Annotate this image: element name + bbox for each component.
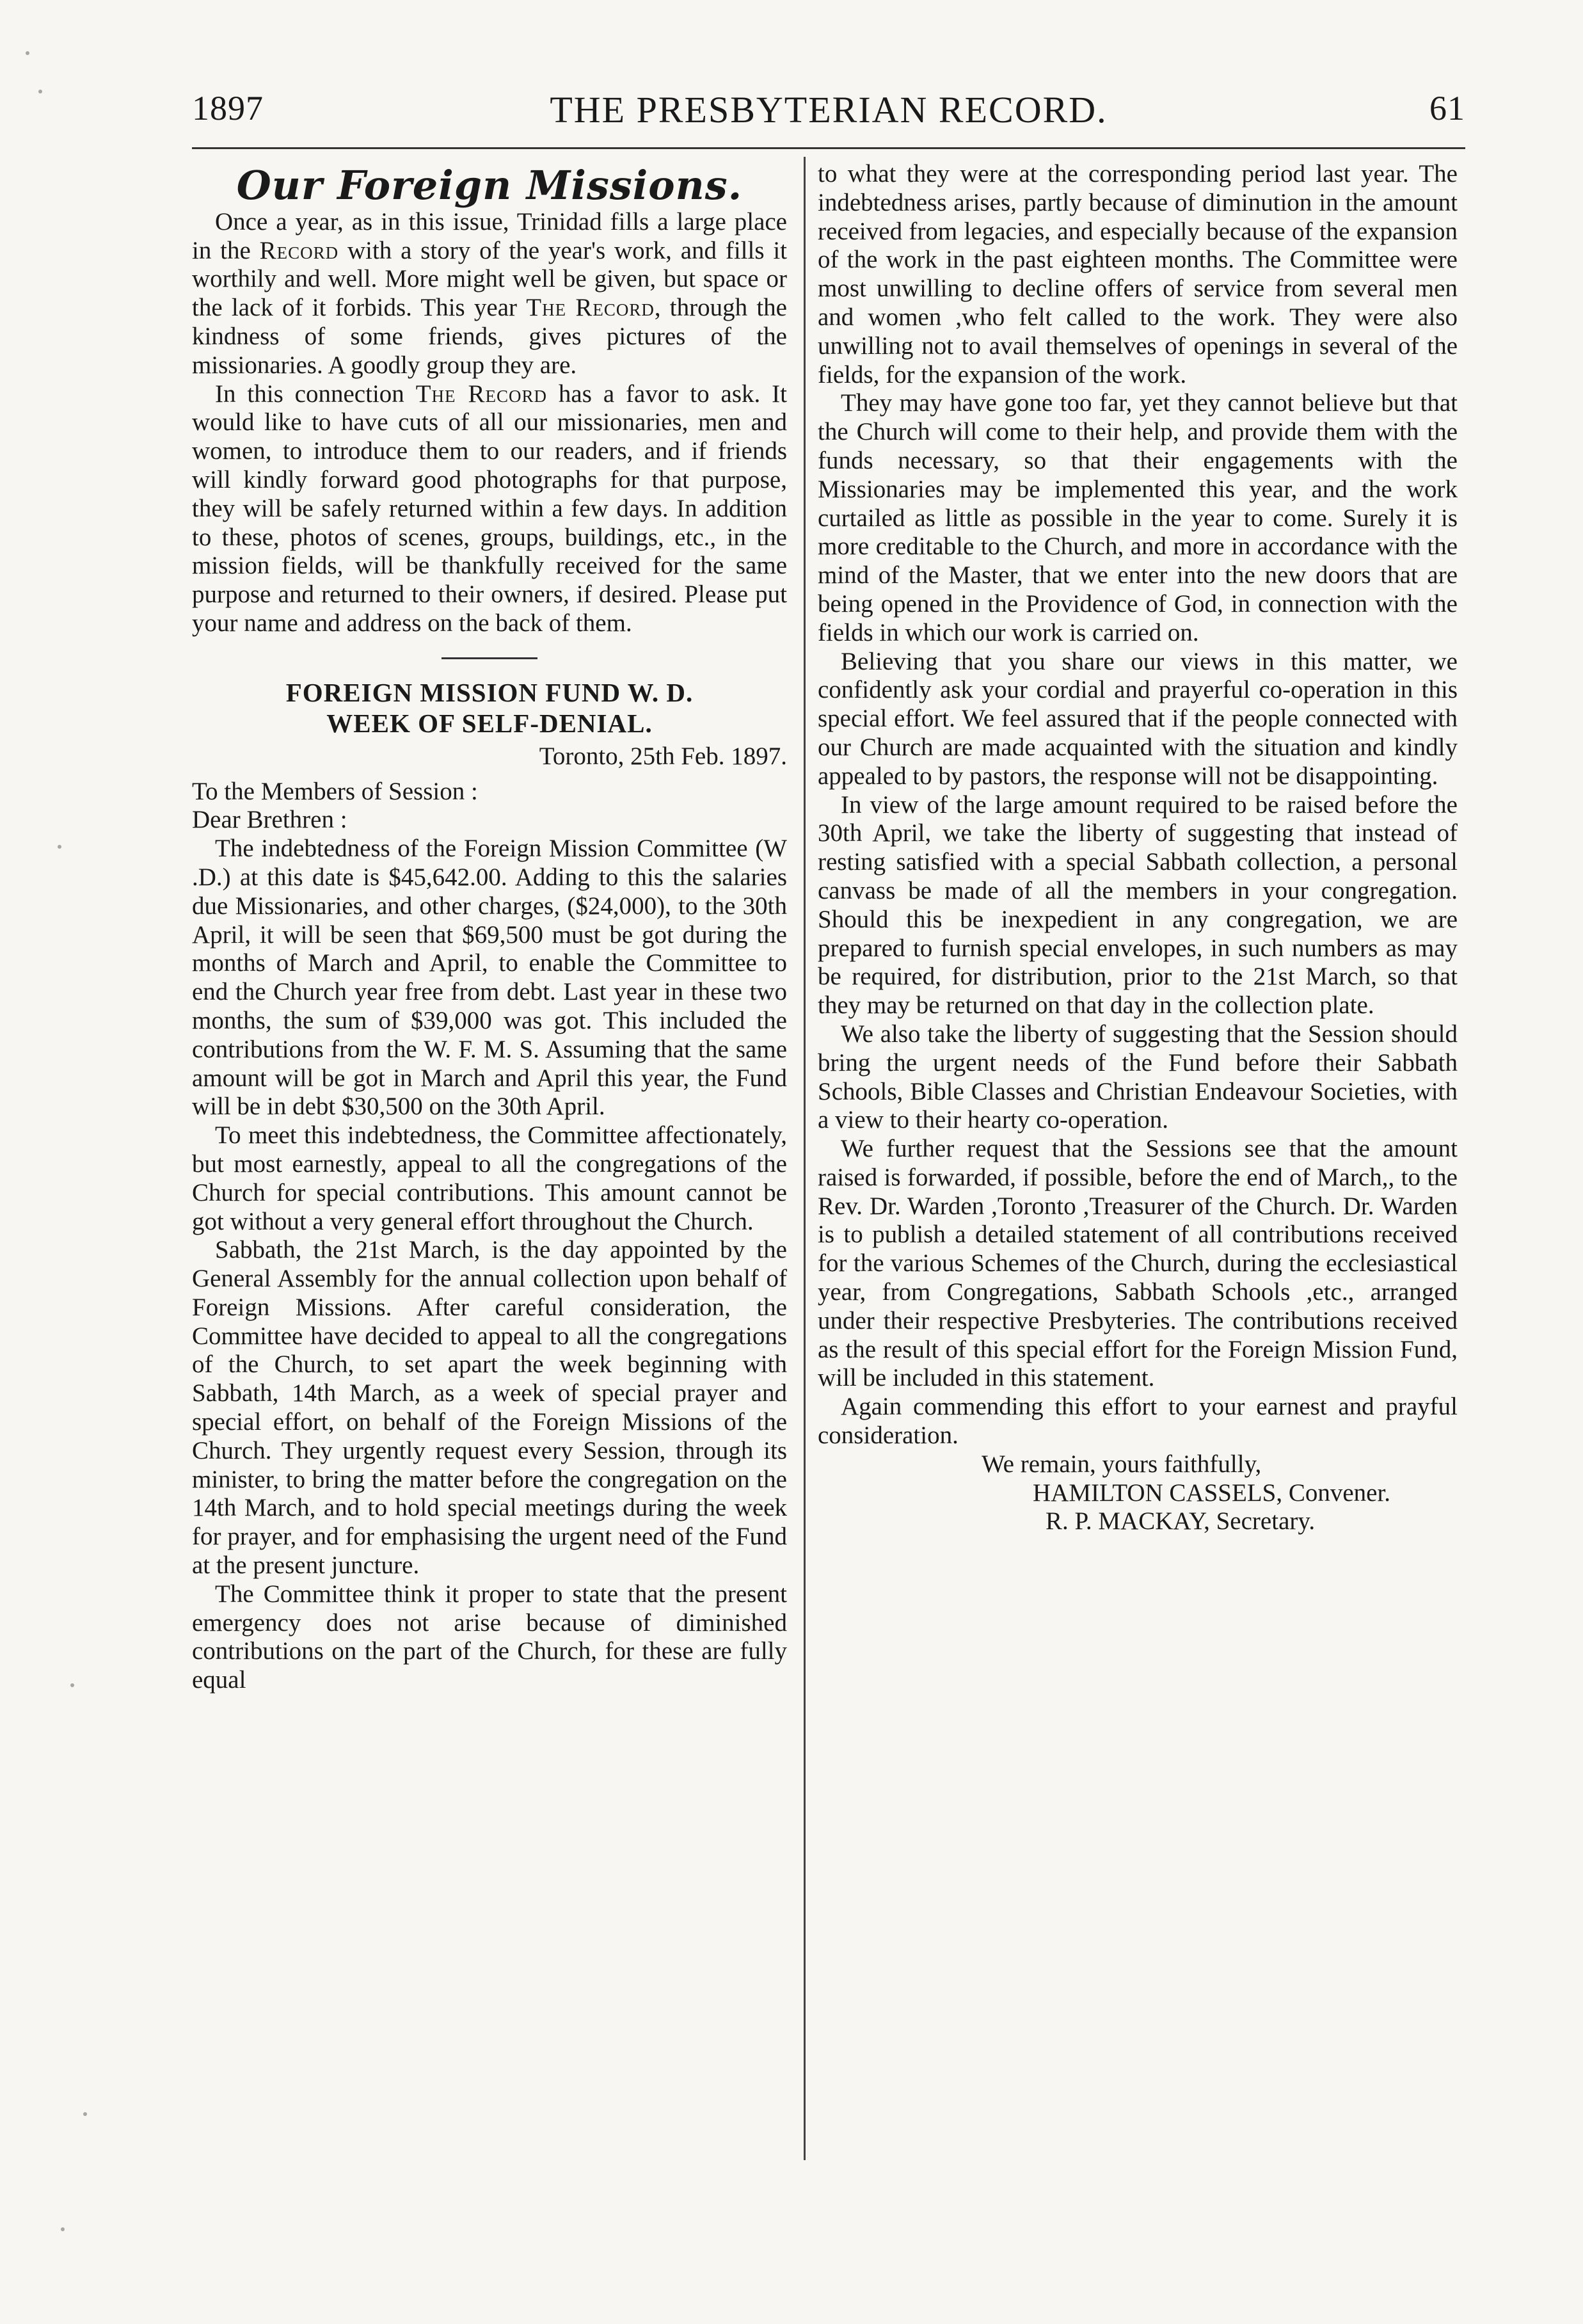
- letter-paragraph-continued: to what they were at the corresponding period last year. The indebtedness arises, partly because of diminution in the amount received from legacies, and especially because of the expansion of the work in the past eighteen months. The Committee were most unwilling to decline offers of service from several men and women ,who felt called to the work. They were also unwilling not to avail themselves of openings in several of the fields, for the expansion of the work.: [818, 160, 1458, 389]
- letter-paragraph: We also take the liberty of suggesting that the Session should bring the urgent needs of the Fund before their Sabbath Schools, Bible Classes and Christian Endeavour Societies, with a view to their hearty co-operation.: [818, 1020, 1458, 1134]
- letter-paragraph: Again commending this effort to your earnest and prayful consideration.: [818, 1393, 1458, 1450]
- missions-paragraph-2: [192, 380, 787, 638]
- scan-speck: [70, 1683, 74, 1687]
- scan-speck: [38, 90, 42, 93]
- letter-paragraph: We further request that the Sessions see that the amount raised is forwarded, if possible, before the end of March,, to the Rev. Dr. Warden ,Toronto ,Treasurer of the Church. Dr. Warden is to publish a detailed statement of all contributions received for the various Schemes of the Church, during the ecclesiastical year, from Congregations, Sabbath Schools ,etc., arranged under their respective Presbyteries. The contributions received as the result of this special effort for the Foreign Mission Fund, will be included in this statement.: [818, 1135, 1458, 1392]
- text-run: with a story of the year's work, and fills it worthily and well. More might well be given, but space or the lack of it forbids. This year: [192, 236, 787, 322]
- letter-closing: We remain, yours faithfully,: [982, 1450, 1262, 1478]
- text-run: , through the kindness of some friends, gives pictures of the missionaries. A goodly group they are.: [192, 294, 787, 379]
- letter-paragraph: Believing that you share our views in this matter, we confidently ask your cordial and prayerful co-operation in this special effort. We feel assured that if the people connected with our Church are made acquainted with the situation and kindly appealed to by pastors, the response will not be disappointing.: [818, 647, 1458, 790]
- missions-heading: Our Foreign Missions.: [236, 162, 743, 209]
- letter-paragraph: In view of the large amount required to be raised before the 30th April, we take the liberty of suggesting that instead of resting satisfied with a special Sabbath collection, a personal canvass be made of all the members in your congregation. Should this be inexpedient in any congregation, we are prepared to furnish special envelopes, in such numbers as may be required, for distribution, prior to the 21st March, so that they may be returned on that day in the collection plate.: [818, 790, 1458, 1020]
- letter-paragraph: Sabbath, the 21st March, is the day appointed by the General Assembly for the annual collection upon behalf of Foreign Missions. After careful consideration, the Committee have decided to appeal to all the congregations of the Church, to set apart the week beginning with Sabbath, 14th March, as a week of special prayer and special effort, on behalf of the Foreign Missions of the Church. They urgently request every Session, through its minister, to bring the matter before the congregation on the 14th March, and to hold special meetings during the week for prayer, and for emphasising the urgent need of the Fund at the present juncture.: [192, 1236, 787, 1580]
- column-divider: [804, 157, 806, 2160]
- record-name: The Record: [415, 380, 547, 408]
- letter-paragraph: To meet this indebtedness, the Committee affectionately, but most earnestly, appeal to all the congregations of the Church for special contributions. This amount cannot be got without a very general effort throughout the Church.: [192, 1121, 787, 1235]
- scan-speck: [26, 51, 29, 55]
- missions-paragraph-1: [192, 208, 787, 380]
- section-divider: [441, 657, 537, 659]
- scan-speck: [58, 845, 61, 849]
- letter-salutation: Dear Brethren :: [192, 806, 347, 834]
- fund-heading-line-2: WEEK OF SELF-DENIAL.: [326, 708, 653, 738]
- header-page-number: 61: [1429, 89, 1465, 127]
- letter-paragraph: They may have gone too far, yet they cannot believe but that the Church will come to their help, and provide them with the funds necessary, so that their engagements with the Missionaries may be implemented this year, and the work curtailed as little as possible in the year to come. Surely it is more creditable to the Church, and more in accordance with the mind of the Master, that we enter into the new doors that are being opened in the Providence of God, in connection with the fields in which our work is carried on.: [818, 389, 1458, 646]
- header-title: THE PRESBYTERIAN RECORD.: [550, 89, 1108, 131]
- record-name: Record: [575, 294, 655, 322]
- scan-speck: [83, 2112, 87, 2116]
- fund-heading: [192, 677, 787, 739]
- letter-dateline: Toronto, 25th Feb. 1897.: [539, 742, 787, 770]
- text-run: In this connection: [215, 380, 416, 408]
- left-column: [192, 160, 787, 1695]
- text-run: Once a year, as in this issue, Trinidad fills a large place in the: [192, 207, 787, 264]
- page-header: [192, 88, 1465, 140]
- record-article: The: [526, 294, 567, 322]
- letter-addressee: To the Members of Session :: [192, 777, 478, 805]
- fund-heading-line-1: FOREIGN MISSION FUND W. D.: [285, 677, 694, 707]
- text-run: has a favor to ask. It would like to have cuts of all our missionaries, men and women, to introduce them to our readers, and if friends will kindly forward good photographs for that purpose, they will be safely returned within a few days. In addition to these, photos of scenes, groups, buildings, etc., in the mission fields, will be thankfully received for the same purpose and returned to their owners, if desired. Please put your name and address on the back of them.: [192, 380, 788, 637]
- letter-paragraph: The indebtedness of the Foreign Mission Committee (W .D.) at this date is $45,642.00. Adding to this the salaries due Missionaries, and other charges, ($24,000), to the 30th April, it will be seen that $69,500 must be got during the months of March and April, to enable the Committee to end the Church year free from debt. Last year in these two months, the sum of $39,000 was got. This included the contributions from the W. F. M. S. Assuming that the same amount will be got in March and April this year, the Fund will be in debt $30,500 on the 30th April.: [192, 835, 787, 1121]
- signature-secretary: R. P. MACKAY, Secretary.: [1046, 1507, 1316, 1535]
- scan-speck: [61, 2227, 65, 2231]
- right-column: [818, 160, 1458, 1536]
- record-name: Record: [259, 236, 339, 264]
- signature-convener: HAMILTON CASSELS, Convener.: [1033, 1479, 1391, 1507]
- letter-paragraph: The Committee think it proper to state that the present emergency does not arise because of diminished contributions on the part of the Church, for these are fully equal: [192, 1580, 787, 1694]
- header-rule: [192, 147, 1465, 149]
- header-year: 1897: [192, 89, 264, 127]
